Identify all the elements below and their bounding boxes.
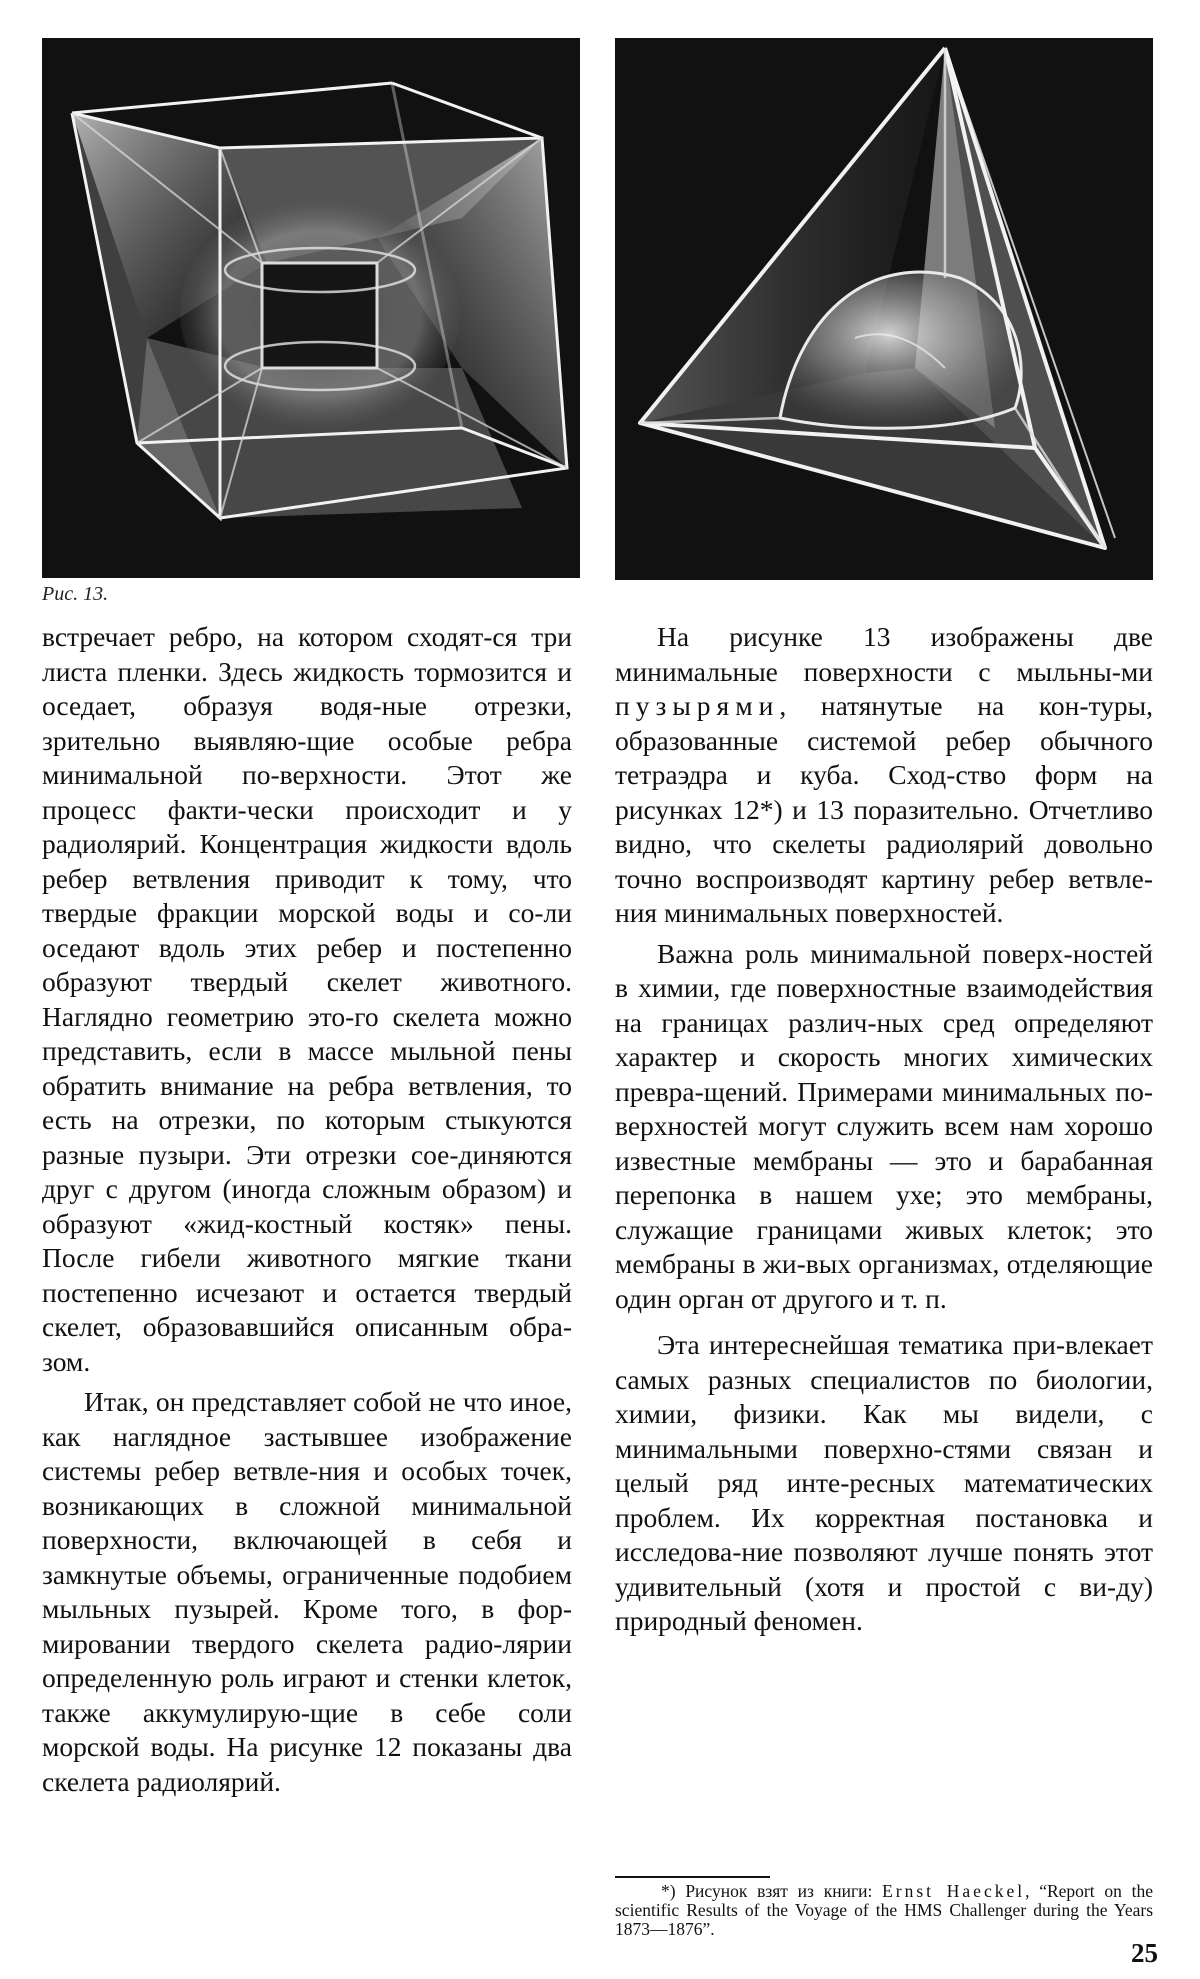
cube-film-illustration	[42, 38, 580, 578]
inner-cube-bubble	[262, 263, 377, 368]
spaced-term-bubbles: пузырями	[615, 690, 780, 721]
photo-tetrahedron-soap-film	[615, 38, 1153, 580]
tetrahedron-film-illustration	[615, 38, 1153, 580]
right-paragraph-1-end: , натянутые на кон-туры, образованные системой ребер обычного тетраэдра и куба. Сход-ство форм на рисунках 12*) и 13 поразительно. Отчетливо видно, что скелеты радиолярий довольно точно воспроизводят картину ребер ветвле-ния минимальных поверхностей.	[615, 690, 1153, 928]
right-paragraph-1-start: На рисунке 13 изображены две минимальные поверхности с мыльны-ми	[615, 621, 1153, 687]
footnote-rule	[615, 1876, 770, 1878]
photo-cube-soap-film	[42, 38, 580, 578]
right-text-column	[615, 620, 1153, 1639]
footnote-prefix: *) Рисунок взят из книги:	[661, 1881, 883, 1901]
footnote-author: Ernst Haeckel	[882, 1881, 1026, 1901]
left-paragraph-2: Итак, он представляет собой не что иное, как наглядное застывшее изображение системы ребер ветвле-ния и особых точек, возникающих в сложной минимальной поверхности, включающей в себя и замкнутые объемы, ограниченные подобием мыльных пузырей. Кроме того, в фор-мировании твердого скелета радио-лярии определенную роль играют и стенки клеток, также аккумулирую-щие в себе соли морской воды. На рисунке 12 показаны два скелета радиолярий.	[42, 1386, 572, 1797]
left-paragraph-1: встречает ребро, на котором сходят-ся три листа пленки. Здесь жидкость тормозится и оседает, образуя водя-ные отрезки, зрительно выявляю-щие особые ребра минимальной по-верхности. Этот же процесс факти-чески происходит и у радиолярий. Концентрация жидкости вдоль ребер ветвления приводит к тому, что твердые фракции морской воды и со-ли оседают вдоль этих ребер и постепенно образуют твердый скелет животного. Наглядно геометрию это-го скелета можно представить, если в массе мыльной пены обратить внимание на ребра ветвления, то есть на отрезки, по которым стыкуются разные пузыри. Эти отрезки сое-диняются друг с другом (иногда сложным образом) и образуют «жид-костный костяк» пены. После гибели животного мягкие ткани постепенно исчезают и остается твердый скелет, образовавшийся описанным обра-зом.	[42, 621, 572, 1377]
footnote	[615, 1882, 1153, 1939]
right-paragraph-2: Важна роль минимальной поверх-ностей в химии, где поверхностные взаимодействия на границах различ-ных сред определяют характер и скорость многих химических превра-щений. Примерами минимальных по-верхностей могут служить всем нам хорошо известные мембраны — это и барабанная перепонка в нашем ухе; это мембраны, служащие границами живых клеток; это мембраны в жи-вых организмах, отделяющие один орган от другого и т. п.	[615, 937, 1153, 1314]
left-text-column	[42, 620, 572, 1799]
right-paragraph-3: Эта интереснейшая тематика при-влекает самых разных специалистов по биологии, химии, физики. Как мы видели, с минимальными поверхно-стями связан и целый ряд инте-ресных математических проблем. Их корректная постановка и исследова-ние позволяют лучше понять этот удивительный (хотя и простой с ви-ду) природный феномен.	[615, 1329, 1153, 1636]
right-paragraph-1	[615, 620, 1153, 931]
page-number: 25	[1131, 1938, 1158, 1968]
figure-caption: Рис. 13.	[42, 583, 109, 605]
footnote-reference: , “Report on the scientific Results of the Voyage of the HMS Challenger during the Years 1873—1876”.	[615, 1881, 1153, 1939]
